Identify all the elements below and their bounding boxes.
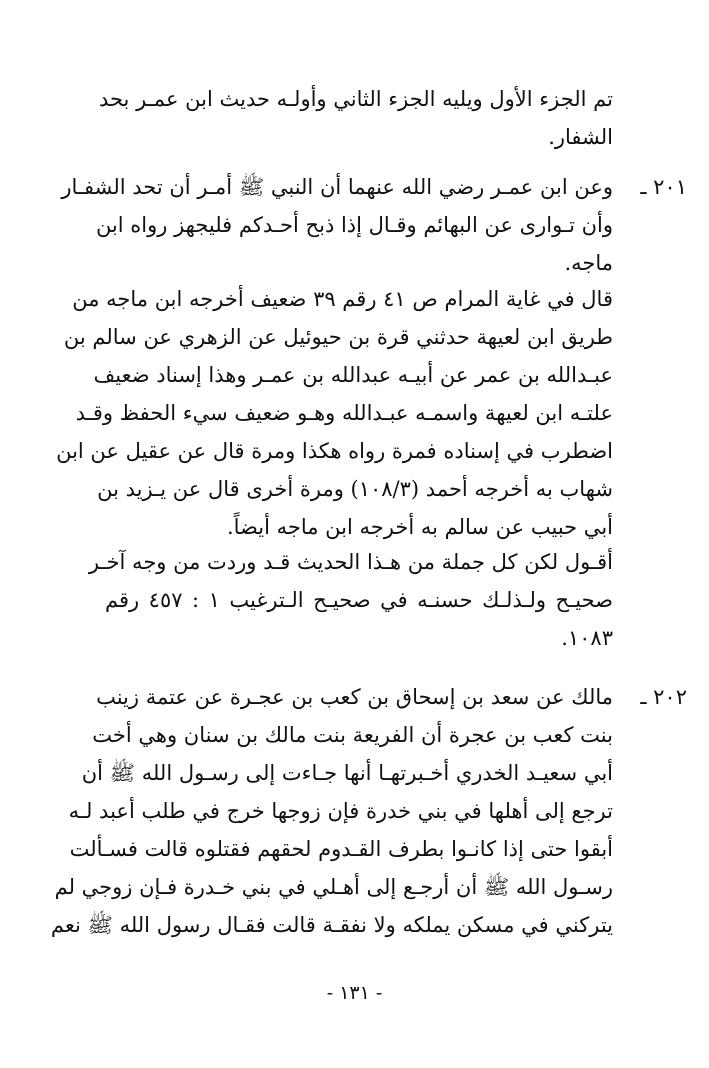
page-number: - ١٣١ - [326,982,383,1004]
intro-line: تم الجزء الأول ويليه الجزء الثاني وأولـه حديث ابن عمـر بحد [98,87,613,111]
hadith-line: وأن تـوارى عن البهائم وقـال إذا ذبح أحـدكم فليجهز رواه ابن [95,213,613,237]
hadith-line: أبي سعيـد الخدري أخـبرتهـا أنها جـاءت إلى رسـول الله ﷺ أن [81,761,613,785]
hadith-text [50,678,613,944]
hadith-number: ٢٠٢ ـ [640,685,687,709]
commentary-line: عبـدالله بن عمر عن أبيـه عبدالله بن عمـر وهذا إسناد ضعيف [93,363,613,387]
hadith-line: رسـول الله ﷺ أن أرجـع إلى أهـلي في بني خـدرة فـإن زوجي لم [54,875,613,899]
hadith-line: وعن ابن عمـر رضي الله عنهما أن النبي ﷺ أمـر أن تحد الشفـار [61,175,613,199]
commentary-line: أبي حبيب عن سالم به أخرجه ابن ماجه أيضاً. [226,515,613,539]
hadith-line: أبقوا حتى إذا كانـوا بطرف القـدوم لحقهم فقتلوه قالت فسـألت [69,837,613,861]
note-line: صحيـح ولـذلـك حسنـه في صحيـح الـترغيب ١ : ٤٥٧ رقم [105,588,613,612]
hadith-line: ماجه. [564,251,613,275]
commentary-line: شهاب به أخرجه أحمد (١٠٨/٣) ومرة أخرى قال عن يـزيد بن [97,477,613,501]
author-note [88,543,613,657]
hadith-line: يتركني في مسكن يملكه ولا نفقـة قالت فقـال رسول الله ﷺ نعم [50,913,613,937]
commentary-line: طريق ابن لعيهة حدثني قرة بن حيوئيل عن الزهري عن سالم بن [63,325,613,349]
commentary-line: اضطرب في إسناده فمرة رواه هكذا ومرة قال عن عقيل عن ابن [56,439,613,463]
note-line: أقـول لكن كل جملة من هـذا الحديث قـد وردت من وجه آخـر [88,550,613,574]
intro-paragraph [98,80,613,156]
intro-line: الشفار. [548,125,613,149]
note-line: ١٠٨٣. [561,626,613,650]
commentary-line: قال في غاية المرام ص ٤١ رقم ٣٩ ضعيف أخرجه ابن ماجه من [72,287,613,311]
commentary-line: علتـه ابن لعيهة واسمـه عبـدالله وهـو ضعيف سيء الحفظ وقـد [75,401,613,425]
hadith-line: مالك عن سعد بن إسحاق بن كعب بن عجـرة عن عتمة زينب [96,685,613,709]
hadith-number: ٢٠١ ـ [640,175,687,199]
hadith-commentary [56,280,613,546]
hadith-line: ترجع إلى أهلها في بني خدرة فإن زوجها خرج في طلب أعبد لـه [68,799,613,823]
hadith-line: بنت كعب بن عجرة أن الفريعة بنت مالك بن سنان وهي أخت [92,723,613,747]
hadith-text [61,168,613,282]
